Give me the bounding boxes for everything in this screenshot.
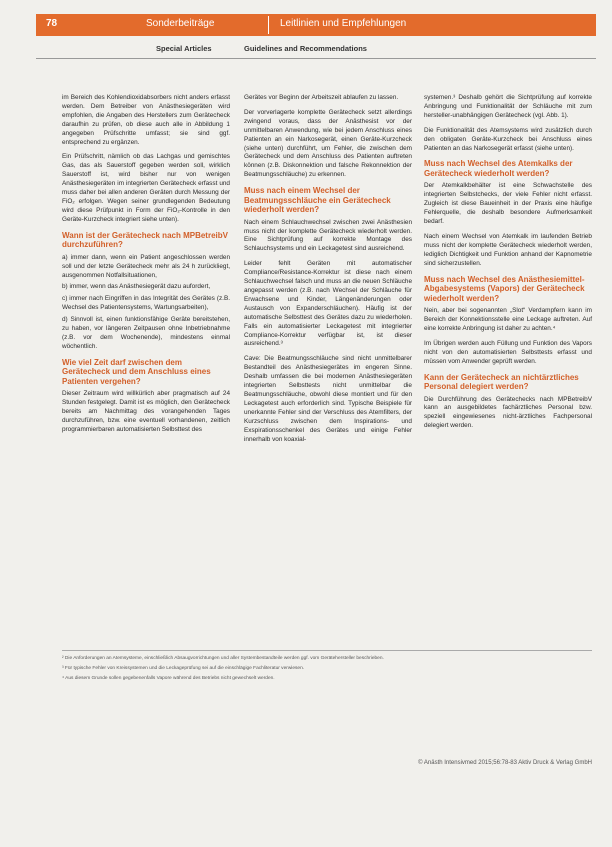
paragraph: Im Übrigen werden auch Füllung und Funktion des Vapors nicht von den automatisierten Selbsttests erfasst und müssen vom Anwender geprüft werden. bbox=[424, 339, 592, 365]
list-item: c) immer nach Eingriffen in das Integrität des Gerätes (z.B. Wechsel des Patientensystems, Wartungsarbeiten), bbox=[62, 295, 230, 312]
section-heading: Kann der Gerätecheck an nichtärztliches Personal delegiert werden? bbox=[424, 372, 579, 392]
copyright-notice: © Anästh Intensivmed 2015;56:78-83 Aktiv Druck & Verlag GmbH bbox=[418, 760, 592, 766]
column-2 bbox=[244, 94, 412, 450]
paragraph: Der vorverlagerte komplette Gerätecheck setzt allerdings zwingend voraus, dass der Anästhesist vor der unmittelbaren Anwendung, wie bei jedem Anschluss eines Patienten an ein Narkosegerät, einen Geräte-Kurzcheck (siehe unten) durchführt, um Fehler, die zwischen dem Gerätecheck und dem Anschluss des Patienten auftreten können (z.B. Diskonnektion und falsche Rekonnektion der Beatmungsschläuche) zu erkennen. bbox=[244, 108, 412, 179]
paragraph: Die Durchführung des Gerätechecks nach MPBetreibV kann an ausgebildetes fachärztliches Personal bzw. speziell eingewiesenes nicht-ärztliches Fachpersonal delegiert werden. bbox=[424, 395, 592, 430]
list-item: d) Sinnvoll ist, einen funktionsfähige Geräte bereitstehen, zu haben, vor längeren Zeitpausen ohne Inbetriebnahme (z.B. vor dem Wochenende), mindestens einmal wöchentlich. bbox=[62, 316, 230, 350]
page-number: 78 bbox=[46, 18, 58, 29]
header-rule bbox=[36, 58, 596, 59]
paragraph: Leider fehlt Geräten mit automatischer Compliance/Resistance-Korrektur ist diese nach einem Schlauchwechsel falsch und muss an die neuen Schläuche angepasst werden (z.B. nach Wechsel der Schläuche für Erwachsene und Kinder, Längenänderungen oder Austausch von Expanderschläuchen). Häufig ist der automatische Selbsttest des Gerätes dazu zu wiederholen. Falls ein automatisierter Leckagetest mit integrierter Compliance-Korrektur verfügbar ist, ist dieser ausreichend.³ bbox=[244, 260, 412, 348]
paragraph: Cave: Die Beatmungsschläuche sind nicht unmittelbarer Bestandteil des Anästhesiegerätes im engeren Sinne. Deshalb umfassen die bei modernen Anästhesiegeräten integrierten Selbsttests nicht unmittelbar die Beatmungsschläuche, obwohl diese montiert und für den Leckagetest auch erforderlich sind. Typische Beispiele für unerkannte Fehler sind der Verschluss des Atemfilters, der Kurzschluss zwischen dem Inspirations- und Exspirationsschenkel des Gerätes und einige Fehler innerhalb von koaxial- bbox=[244, 355, 412, 443]
section-title-en: Special Articles bbox=[156, 44, 212, 53]
list-item: b) immer, wenn das Anästhesiegerät dazu aufordert, bbox=[62, 283, 211, 291]
paragraph: Die Funktionalität des Atemsystems wird zusätzlich durch den obligaten Geräte-Kurzcheck bei Anschluss eines Patienten an das Narkosegerät erfasst (siehe unten). bbox=[424, 126, 592, 152]
section-heading: Muss nach Wechsel des Anästhesiemittel-Abgabesystems (Vapors) der Gerätecheck wiederholt werden? bbox=[424, 274, 585, 303]
list-item: a) immer dann, wenn ein Patient angeschlossen werden soll und der letzte Gerätecheck mehr als 24 h zurückliegt, ausgenommen Notfallsituationen, bbox=[62, 253, 230, 279]
section-heading: Wann ist der Gerätecheck nach MPBetreibV durchzuführen? bbox=[62, 230, 228, 250]
article-title-en: Guidelines and Recommendations bbox=[244, 44, 367, 53]
paragraph: Der Atemkalkbehälter ist eine Schwachstelle des integrierten Selbstchecks, der viele Fehler nicht erfasst. Zugleich ist diese Baueinheit in der Praxis eine häufige Fehlerquelle, die deshalb besondere Aufmerksamkeit bedarf. bbox=[424, 182, 592, 226]
footnote: ⁴ Aus diesem Grunde sollen gegebenenfalls Vapore während des Betriebs nicht gewechselt werden. bbox=[62, 676, 275, 681]
paragraph: Nach einem Schlauchwechsel zwischen zwei Anästhesien muss nicht der komplette Gerätecheck wiederholt werden. Eine Sichtprüfung auf korrekte Montage des Schlauchsystems und ein Leckagetest sind ausreichend. bbox=[244, 218, 412, 253]
paragraph: Dieser Zeitraum wird willkürlich aber pragmatisch auf 24 Stunden festgelegt. Damit ist es möglich, den Gerätecheck bereits am Nachmittag des vorangehenden Tages durchzuführen, bzw. eine eventuell vorhandenen, zeitlich programmierbaren automatisierten Selbsttest des bbox=[62, 390, 230, 433]
paragraph: Nein, aber bei sogenannten „Slot“ Verdampfern kann im Bereich der Konnektionsstelle eine Leckage auftreten. Auf eine korrekte Anbringung ist daher zu achten.⁴ bbox=[424, 307, 592, 332]
footnotes bbox=[62, 655, 592, 685]
paragraph: systemen.³ Deshalb gehört die Sichtprüfung auf korrekte Anbringung und Funktionalität der Schläuche mit zum hersteller-unabhängigen Gerätecheck (vgl. Abb. 1). bbox=[424, 94, 592, 119]
section-heading: Muss nach Wechsel des Atemkalks der Gerätecheck wiederholt werden? bbox=[424, 159, 573, 178]
section-title-de: Sonderbeiträge bbox=[146, 18, 215, 29]
paragraph: Gerätes vor Beginn der Arbeitszeit ablaufen zu lassen. bbox=[244, 94, 399, 101]
paragraph: Ein Prüfschritt, nämlich ob das Lachgas und gemischtes Gas, das als Sauerstoff gegeben werden soll, wirklich Sauerstoff ist, wird bisher nur von wenigen Anästhesiegeräten im integrierten Gerätecheck erfasst und muss daher bei allen anderen Geräten durch Messung der FiO₂ erfolgen. Wegen seiner grundlegenden Bedeutung wird diese Prüfpunkt in Form der FiO₂-Kontrolle in den Geräte-Kurzcheck integriert siehe unten). bbox=[62, 153, 230, 223]
header-divider bbox=[268, 16, 269, 34]
section-heading: Muss nach einem Wechsel der Beatmungsschläuche ein Gerätecheck wiederholt werden? bbox=[244, 186, 391, 215]
footnote-rule bbox=[62, 650, 592, 651]
header-bar bbox=[36, 14, 596, 36]
paragraph: im Bereich des Kohlendioxidabsorbers nicht anders erfasst werden. Dem Betreiber von Anästhesiegeräten wird empfohlen, die Angaben des Herstellers zum Gerätecheck daraufhin zu prüfen, ob diese auch alle in Abbildung 1 angegeben Prüfschritte umfasst; sie sind ggf. entsprechend zu ergänzen. bbox=[62, 94, 230, 146]
footnote: ² Die Anforderungen an Atemsysteme, einschließlich Absaugvorrichtungen und aller Systembestandteile werden ggf. vom Gerätehersteller beschrieben. bbox=[62, 656, 384, 661]
article-title-de: Leitlinien und Empfehlungen bbox=[280, 18, 407, 29]
footnote: ³ Für typische Fehler von Kreissystemen und die Leckageprüfung sei auf die einschlägige Fachliteratur verwiesen. bbox=[62, 666, 305, 671]
column-1 bbox=[62, 94, 230, 441]
paragraph: Nach einem Wechsel von Atemkalk im laufenden Betrieb muss nicht der komplette Gerätecheck wiederholt werden, lediglich Dichtigkeit und Funktion anhand der Kapnometrie sind sicherzustellen. bbox=[424, 232, 592, 267]
criteria-list bbox=[62, 254, 230, 352]
column-3 bbox=[424, 94, 592, 437]
section-heading: Wie viel Zeit darf zwischen dem Gerätecheck und dem Anschluss eines Patienten vergehen? bbox=[62, 357, 211, 386]
